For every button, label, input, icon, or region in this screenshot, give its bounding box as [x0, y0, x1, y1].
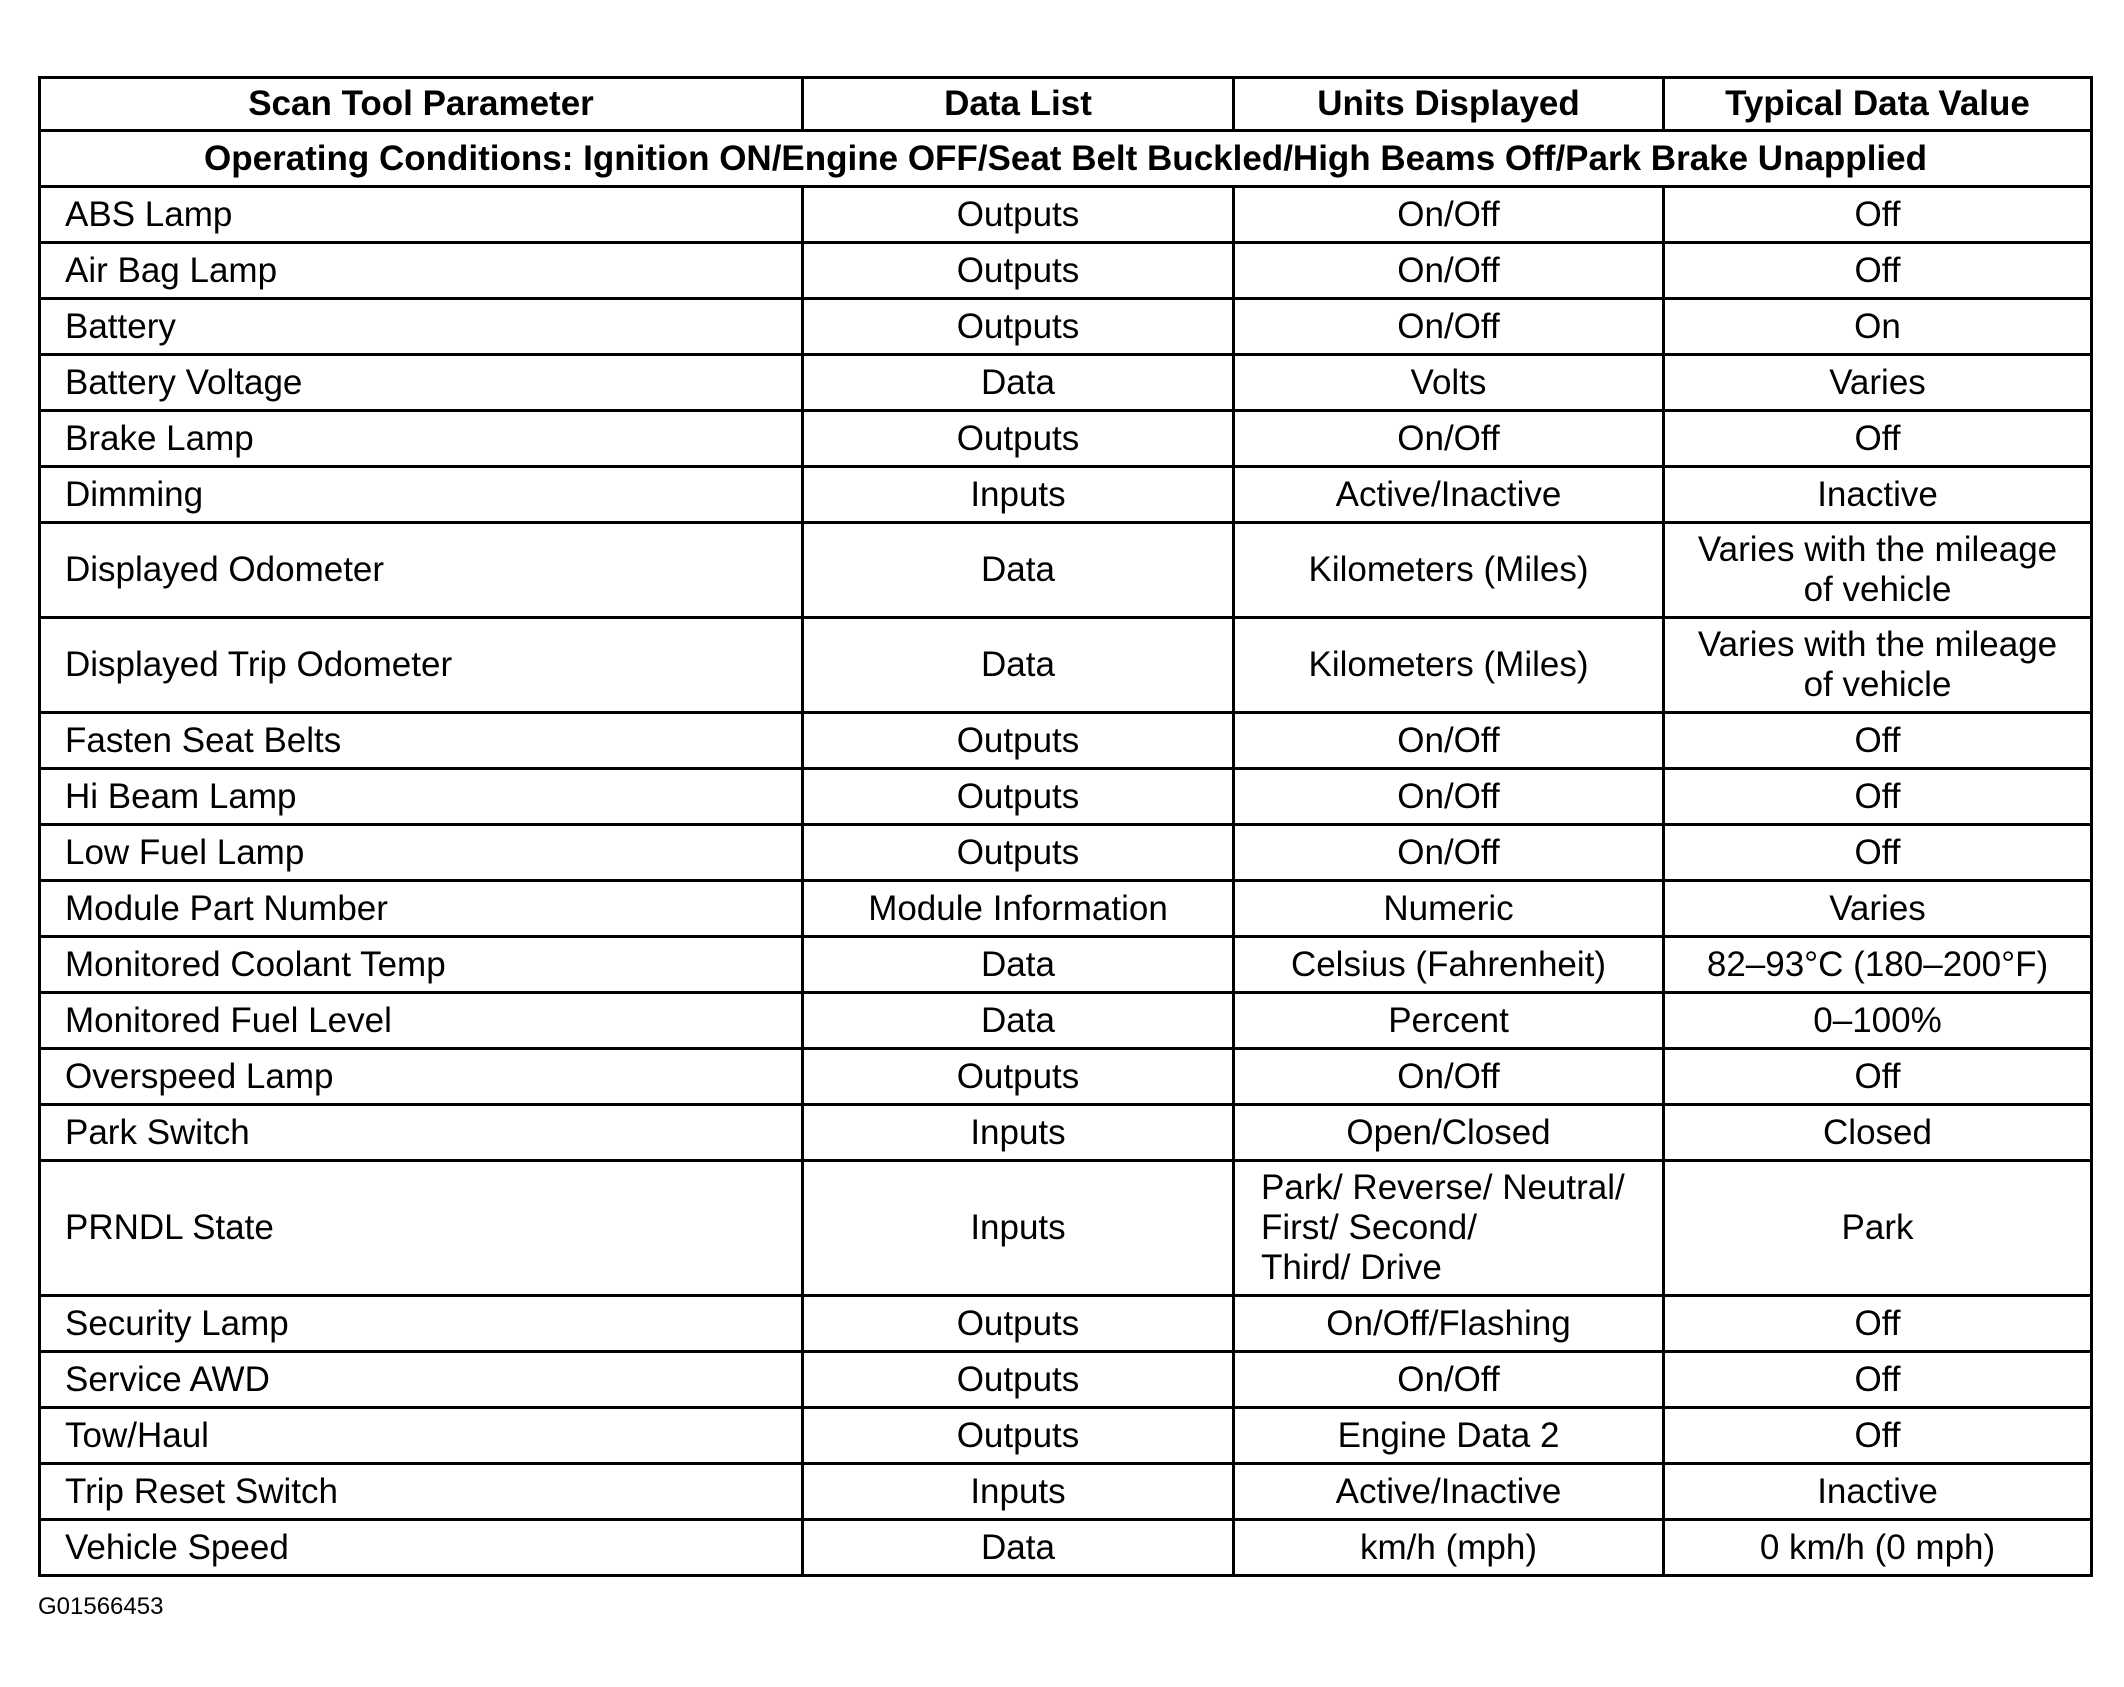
data-list-cell: Data: [803, 937, 1234, 993]
header-row: [40, 78, 2092, 131]
typical-value-cell: Varies with the mileage of vehicle: [1664, 523, 2092, 618]
param-cell: Displayed Trip Odometer: [40, 618, 803, 713]
table-row: [40, 618, 2092, 713]
units-cell: Active/Inactive: [1234, 467, 1664, 523]
table-row: [40, 411, 2092, 467]
header-units-displayed: Units Displayed: [1234, 78, 1664, 131]
param-cell: ABS Lamp: [40, 187, 803, 243]
typical-value-cell: Closed: [1664, 1105, 2092, 1161]
units-cell: Celsius (Fahrenheit): [1234, 937, 1664, 993]
data-list-cell: Outputs: [803, 713, 1234, 769]
typical-value-cell: Off: [1664, 769, 2092, 825]
units-cell: On/Off: [1234, 299, 1664, 355]
table-row: [40, 523, 2092, 618]
param-cell: Battery Voltage: [40, 355, 803, 411]
table-row: [40, 299, 2092, 355]
table-row: [40, 355, 2092, 411]
data-list-cell: Data: [803, 355, 1234, 411]
table-row: [40, 937, 2092, 993]
table-row: [40, 467, 2092, 523]
data-list-cell: Outputs: [803, 1408, 1234, 1464]
data-list-cell: Outputs: [803, 187, 1234, 243]
table-row: [40, 769, 2092, 825]
data-list-cell: Inputs: [803, 1464, 1234, 1520]
units-cell: On/Off: [1234, 825, 1664, 881]
table-row: [40, 993, 2092, 1049]
typical-value-cell: 0–100%: [1664, 993, 2092, 1049]
data-list-cell: Module Information: [803, 881, 1234, 937]
typical-value-cell: Varies: [1664, 881, 2092, 937]
data-list-cell: Inputs: [803, 1161, 1234, 1296]
typical-value-cell: Off: [1664, 411, 2092, 467]
units-cell: Volts: [1234, 355, 1664, 411]
units-cell: On/Off: [1234, 769, 1664, 825]
data-list-cell: Outputs: [803, 411, 1234, 467]
param-cell: Air Bag Lamp: [40, 243, 803, 299]
typical-value-cell: Varies with the mileage of vehicle: [1664, 618, 2092, 713]
param-cell: Battery: [40, 299, 803, 355]
table-row: [40, 1161, 2092, 1296]
units-cell: Kilometers (Miles): [1234, 523, 1664, 618]
header-scan-tool-parameter: Scan Tool Parameter: [40, 78, 803, 131]
data-list-cell: Data: [803, 1520, 1234, 1576]
units-cell: On/Off/Flashing: [1234, 1296, 1664, 1352]
param-cell: Trip Reset Switch: [40, 1464, 803, 1520]
data-list-cell: Outputs: [803, 1352, 1234, 1408]
table-row: [40, 1049, 2092, 1105]
table-row: [40, 1520, 2092, 1576]
param-cell: Module Part Number: [40, 881, 803, 937]
data-list-cell: Inputs: [803, 467, 1234, 523]
data-list-cell: Inputs: [803, 1105, 1234, 1161]
typical-value-cell: Off: [1664, 713, 2092, 769]
typical-value-cell: Off: [1664, 1296, 2092, 1352]
table-row: [40, 1408, 2092, 1464]
param-cell: Overspeed Lamp: [40, 1049, 803, 1105]
data-list-cell: Outputs: [803, 1049, 1234, 1105]
typical-value-cell: 82–93°C (180–200°F): [1664, 937, 2092, 993]
units-cell: Active/Inactive: [1234, 1464, 1664, 1520]
table-row: [40, 1105, 2092, 1161]
typical-value-cell: Off: [1664, 1408, 2092, 1464]
param-cell: Dimming: [40, 467, 803, 523]
typical-value-cell: Off: [1664, 1352, 2092, 1408]
units-cell: Engine Data 2: [1234, 1408, 1664, 1464]
typical-value-cell: Off: [1664, 187, 2092, 243]
table-row: [40, 243, 2092, 299]
data-list-cell: Data: [803, 618, 1234, 713]
param-cell: Low Fuel Lamp: [40, 825, 803, 881]
units-cell: On/Off: [1234, 713, 1664, 769]
units-cell: On/Off: [1234, 243, 1664, 299]
typical-value-cell: Off: [1664, 825, 2092, 881]
param-cell: Monitored Coolant Temp: [40, 937, 803, 993]
units-cell: Open/Closed: [1234, 1105, 1664, 1161]
typical-value-cell: Varies: [1664, 355, 2092, 411]
param-cell: Park Switch: [40, 1105, 803, 1161]
figure-id: G01566453: [38, 1593, 164, 1620]
typical-value-cell: On: [1664, 299, 2092, 355]
param-cell: PRNDL State: [40, 1161, 803, 1296]
units-cell: Kilometers (Miles): [1234, 618, 1664, 713]
scan-tool-data-table-container: [38, 76, 2090, 1577]
table-row: [40, 1464, 2092, 1520]
table-row: [40, 187, 2092, 243]
units-cell: On/Off: [1234, 1352, 1664, 1408]
operating-conditions: Operating Conditions: Ignition ON/Engine OFF/Seat Belt Buckled/High Beams Off/Park Brake Unapplied: [40, 131, 2092, 187]
operating-conditions-row: [40, 131, 2092, 187]
typical-value-cell: Park: [1664, 1161, 2092, 1296]
param-cell: Tow/Haul: [40, 1408, 803, 1464]
units-cell: Numeric: [1234, 881, 1664, 937]
data-list-cell: Outputs: [803, 769, 1234, 825]
param-cell: Service AWD: [40, 1352, 803, 1408]
table-row: [40, 825, 2092, 881]
units-cell: km/h (mph): [1234, 1520, 1664, 1576]
table-row: [40, 1352, 2092, 1408]
units-cell: On/Off: [1234, 187, 1664, 243]
param-cell: Hi Beam Lamp: [40, 769, 803, 825]
typical-value-cell: 0 km/h (0 mph): [1664, 1520, 2092, 1576]
table-row: [40, 713, 2092, 769]
typical-value-cell: Off: [1664, 1049, 2092, 1105]
typical-value-cell: Inactive: [1664, 1464, 2092, 1520]
param-cell: Monitored Fuel Level: [40, 993, 803, 1049]
header-data-list: Data List: [803, 78, 1234, 131]
scan-tool-data-table: [38, 76, 2093, 1577]
header-typical-data-value: Typical Data Value: [1664, 78, 2092, 131]
data-list-cell: Outputs: [803, 299, 1234, 355]
units-cell: Park/ Reverse/ Neutral/ First/ Second/ Third/ Drive: [1234, 1161, 1664, 1296]
units-cell: On/Off: [1234, 411, 1664, 467]
data-list-cell: Outputs: [803, 1296, 1234, 1352]
table-row: [40, 881, 2092, 937]
data-list-cell: Data: [803, 993, 1234, 1049]
data-list-cell: Outputs: [803, 243, 1234, 299]
param-cell: Security Lamp: [40, 1296, 803, 1352]
table-row: [40, 1296, 2092, 1352]
units-cell: On/Off: [1234, 1049, 1664, 1105]
typical-value-cell: Off: [1664, 243, 2092, 299]
typical-value-cell: Inactive: [1664, 467, 2092, 523]
param-cell: Brake Lamp: [40, 411, 803, 467]
data-list-cell: Outputs: [803, 825, 1234, 881]
param-cell: Fasten Seat Belts: [40, 713, 803, 769]
param-cell: Vehicle Speed: [40, 1520, 803, 1576]
param-cell: Displayed Odometer: [40, 523, 803, 618]
units-cell: Percent: [1234, 993, 1664, 1049]
data-list-cell: Data: [803, 523, 1234, 618]
